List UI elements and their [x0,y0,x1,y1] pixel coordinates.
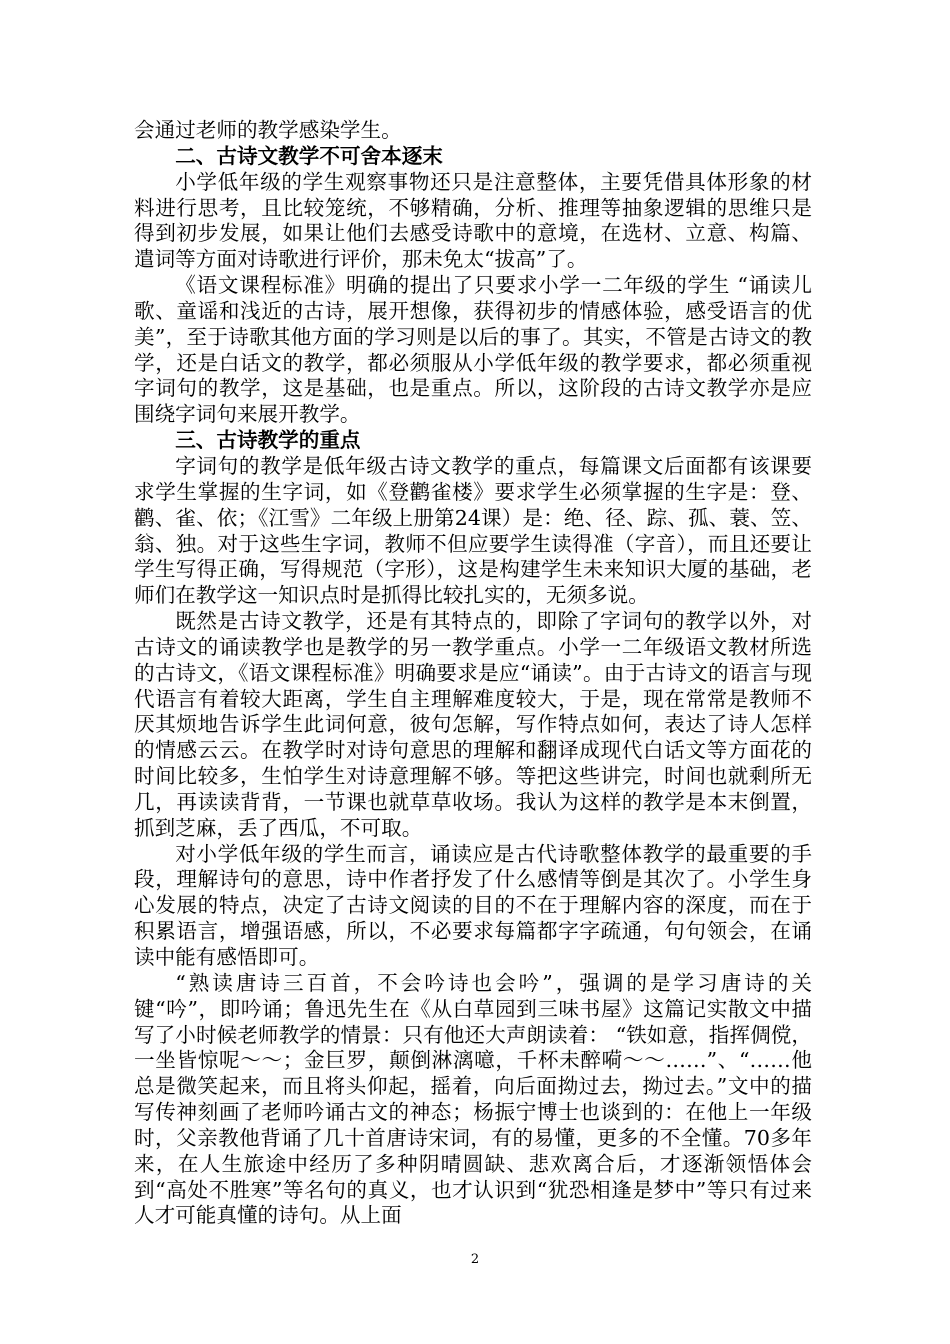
paragraph: 字词句的教学是低年级古诗文教学的重点，每篇课文后面都有该课要求学生掌握的生字词，如《登鹳雀楼》要求学生必须掌握的生字是：登、鹳、雀、依；《江雪》二年级上册第24课）是：绝、径、踪、孤、蓑、笠、翁、独。对于这些生字词，教师不但应要学生读得准（字音），而且还要让学生写得正确，写得规范（字形），这是构建学生未来知识大厦的基础，老师们在教学这一知识点时是抓得比较扎实的，无须多说。 [134,453,812,608]
page-number: 2 [470,1252,480,1267]
section-heading-2: 二、古诗文教学不可舍本逐末 [175,143,443,168]
document-body [134,118,812,1229]
paragraph: “熟读唐诗三百首，不会吟诗也会吟”，强调的是学习唐诗的关键“吟”，即吟诵；鲁迅先生在《从白草园到三味书屋》这篇记实散文中描写了小时候老师教学的情景：只有他还大声朗读着： “铁如意，指挥倜傥，一坐皆惊呢～～；金巨罗，颠倒淋漓噫，千杯未醉嗬～～……”、“……他总是微笑起来，而且将头仰起，摇着，向后面拗过去，拗过去。”文中的描写传神刻画了老师吟诵古文的神态；杨振宁博士也谈到的：在他上一年级时，父亲教他背诵了几十首唐诗宋词，有的易懂，更多的不全懂。70多年来，在人生旅途中经历了多种阴晴圆缺、悲欢离合后，才逐渐领悟体会到“高处不胜寒”等名句的真义，也才认识到“犹恐相逢是梦中”等只有过来人才可能真懂的诗句。从上面 [134,970,812,1228]
section-heading-3: 三、古诗教学的重点 [175,428,361,453]
paragraph: 小学低年级的学生观察事物还只是注意整体，主要凭借具体形象的材料进行思考，且比较笼统，不够精确，分析、推理等抽象逻辑的思维只是得到初步发展，如果让他们去感受诗歌中的意境，在选材、立意、构篇、遣词等方面对诗歌进行评价，那未免太“拔高”了。 [134,169,812,272]
paragraph: 既然是古诗文教学，还是有其特点的，即除了字词句的教学以外，对古诗文的诵读教学也是教学的另一教学重点。小学一二年级语文教材所选的古诗文，《语文课程标准》明确要求是应“诵读”。由于古诗文的语言与现代语言有着较大距离，学生自主理解难度较大，于是，现在常常是教师不厌其烦地告诉学生此词何意，彼句怎解，写作特点如何，表达了诗人怎样的情感云云。在教学时对诗句意思的理解和翻译成现代白话文等方面花的时间比较多，生怕学生对诗意理解不够。等把这些讲完，时间也就剩所无几，再读读背背，一节课也就草草收场。我认为这样的教学是本末倒置，抓到芝麻，丢了西瓜，不可取。 [134,609,812,840]
paragraph-continued: 会通过老师的教学感染学生。 [134,118,402,142]
paragraph: 对小学低年级的学生而言，诵读应是古代诗歌整体教学的最重要的手段，理解诗句的意思，诗中作者抒发了什么感情等倒是其次了。小学生身心发展的特点，决定了古诗文阅读的目的不在于理解内容的深度，而在于积累语言，增强语感，所以，不必要求每篇都字字疏通，句句领会，在诵读中能有感悟即可。 [134,841,812,969]
paragraph: 《语文课程标准》明确的提出了只要求小学一二年级的学生 “诵读儿歌、童谣和浅近的古诗，展开想像，获得初步的情感体验，感受语言的优美”，至于诗歌其他方面的学习则是以后的事了。其实，不管是古诗文的教学，还是白话文的教学，都必须服从小学低年级的教学要求，都必须重视字词句的教学，这是基础，也是重点。所以，这阶段的古诗文教学亦是应围绕字词句来展开教学。 [134,273,812,427]
